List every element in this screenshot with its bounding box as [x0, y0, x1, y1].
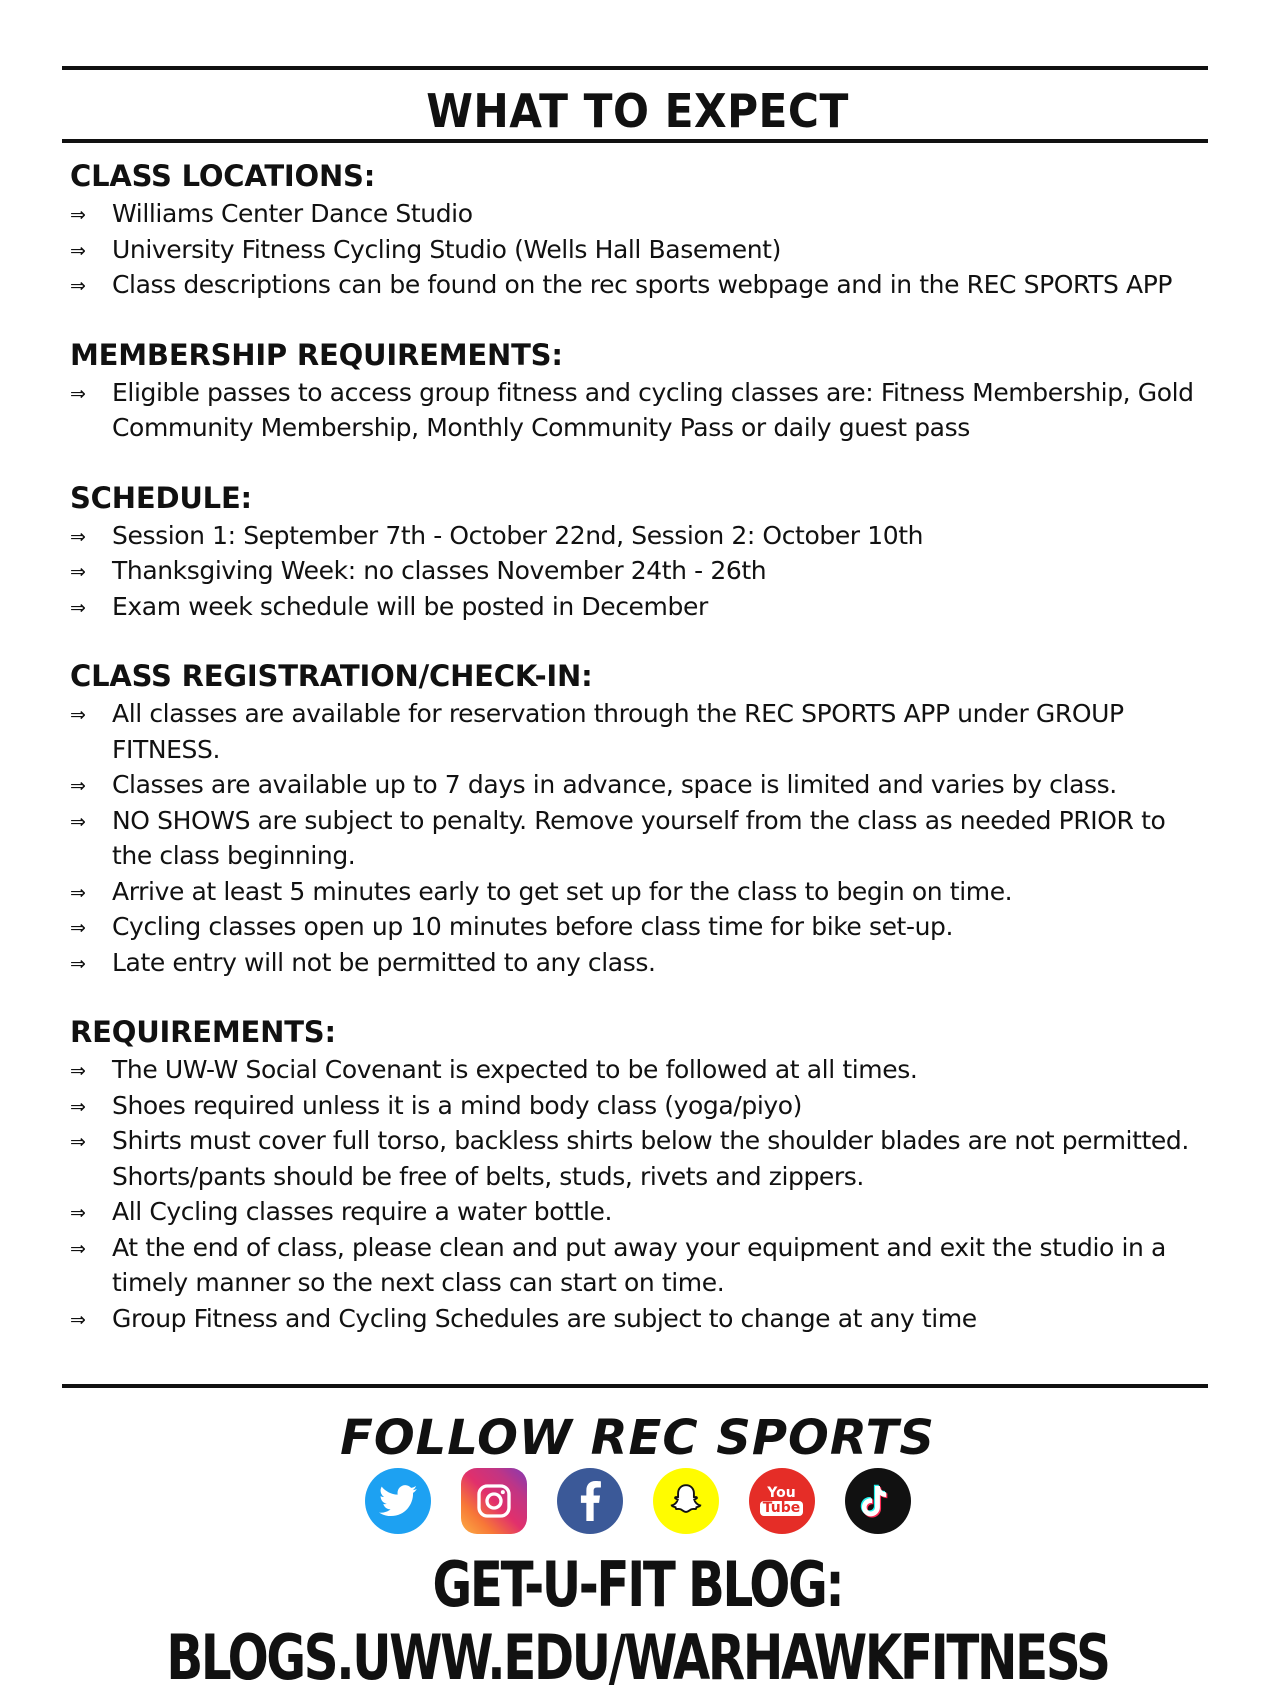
arrow-icon: ⇒ [70, 1131, 86, 1153]
youtube-icon[interactable]: You Tube [749, 1468, 815, 1534]
title-rule [62, 139, 1208, 143]
bullet-list [70, 375, 1210, 446]
list-item: ⇒ All classes are available for reservation through the REC SPORTS APP under GROUP FITNESS. [70, 699, 1124, 764]
arrow-icon: ⇒ [70, 775, 86, 797]
list-item: ⇒ Session 1: September 7th - October 22nd, Session 2: October 10th [70, 518, 1210, 554]
list-item: ⇒ Classes are available up to 7 days in advance, space is limited and varies by class. [70, 767, 1210, 803]
list-item: ⇒ Arrive at least 5 minutes early to get set up for the class to begin on time. [70, 874, 1210, 910]
arrow-icon: ⇒ [70, 525, 86, 548]
list-item: ⇒ Shirts must cover full torso, backless shirts below the shoulder blades are not permitted. Shorts/pants should be free of belts, studs, rivets and zippers. [70, 1126, 1189, 1191]
list-item: ⇒ Williams Center Dance Studio [70, 196, 1210, 232]
list-item: ⇒ NO SHOWS are subject to penalty. Remove yourself from the class as needed PRIOR to the class beginning. [70, 805, 1166, 870]
arrow-icon: ⇒ [70, 917, 86, 939]
facebook-icon[interactable] [557, 1468, 623, 1534]
list-item: ⇒ Thanksgiving Week: no classes November 24th - 26th [70, 553, 1210, 589]
list-item: ⇒ All Cycling classes require a water bottle. [70, 1194, 1210, 1230]
bullet-list [70, 1052, 1210, 1336]
arrow-icon: ⇒ [70, 881, 86, 904]
arrow-icon: ⇒ [70, 382, 86, 405]
blog-link[interactable]: GET-U-FIT BLOG: BLOGS.UWW.EDU/WARHAWKFITNESS [166, 1548, 1109, 1694]
social-icons [0, 1468, 1275, 1534]
arrow-icon: ⇒ [70, 239, 86, 262]
list-item: ⇒ University Fitness Cycling Studio (Wells Hall Basement) [70, 232, 1210, 268]
bullet-list [70, 518, 1210, 625]
list-item: ⇒ Late entry will not be permitted to any class. [70, 945, 1210, 981]
arrow-icon: ⇒ [70, 1095, 86, 1118]
list-item: ⇒ At the end of class, please clean and put away your equipment and exit the studio in a timely manner so the next class can start on time. [70, 1232, 1166, 1297]
list-item: ⇒ The UW-W Social Covenant is expected to be followed at all times. [70, 1052, 1210, 1088]
bullet-list [70, 696, 1210, 980]
snapchat-icon[interactable] [653, 1468, 719, 1534]
arrow-icon: ⇒ [70, 810, 86, 833]
list-item: ⇒ Cycling classes open up 10 minutes before class time for bike set-up. [70, 909, 1210, 945]
list-item: ⇒ Eligible passes to access group fitness and cycling classes are: Fitness Membership, Gold Community Membership, Monthly Community Pass or daily guest pass [70, 377, 1194, 442]
section-heading: MEMBERSHIP REQUIREMENTS: [70, 337, 563, 372]
list-item: ⇒ Shoes required unless it is a mind body class (yoga/piyo) [70, 1088, 1210, 1124]
bullet-list [70, 196, 1210, 303]
section-class-locations [70, 158, 1210, 303]
twitter-icon[interactable] [365, 1468, 431, 1534]
arrow-icon: ⇒ [70, 275, 86, 297]
tiktok-icon[interactable] [845, 1468, 911, 1534]
section-heading: CLASS REGISTRATION/CHECK-IN: [70, 659, 593, 693]
section-schedule [70, 480, 1210, 625]
arrow-icon: ⇒ [70, 952, 86, 975]
arrow-icon: ⇒ [70, 1060, 86, 1082]
section-requirements [70, 1014, 1210, 1336]
list-item: ⇒ Group Fitness and Cycling Schedules are subject to change at any time [70, 1301, 1210, 1337]
footer-rule [62, 1384, 1208, 1388]
section-heading: REQUIREMENTS: [70, 1015, 336, 1049]
arrow-icon: ⇒ [70, 1308, 86, 1331]
follow-heading: FOLLOW REC SPORTS [340, 1410, 935, 1466]
top-rule [62, 66, 1208, 70]
section-registration [70, 658, 1210, 980]
arrow-icon: ⇒ [70, 1202, 86, 1224]
main-content [70, 158, 1210, 1370]
section-heading: SCHEDULE: [70, 480, 252, 515]
list-item: ⇒ Exam week schedule will be posted in December [70, 589, 1210, 625]
section-heading: CLASS LOCATIONS: [70, 159, 376, 193]
arrow-icon: ⇒ [70, 704, 86, 726]
instagram-icon[interactable] [461, 1468, 527, 1534]
arrow-icon: ⇒ [70, 561, 86, 583]
page-title: WHAT TO EXPECT [426, 84, 849, 138]
arrow-icon: ⇒ [70, 204, 86, 226]
list-item: ⇒ Class descriptions can be found on the rec sports webpage and in the REC SPORTS APP [70, 267, 1210, 303]
arrow-icon: ⇒ [70, 1237, 86, 1260]
arrow-icon: ⇒ [70, 596, 86, 619]
section-membership [70, 337, 1210, 446]
